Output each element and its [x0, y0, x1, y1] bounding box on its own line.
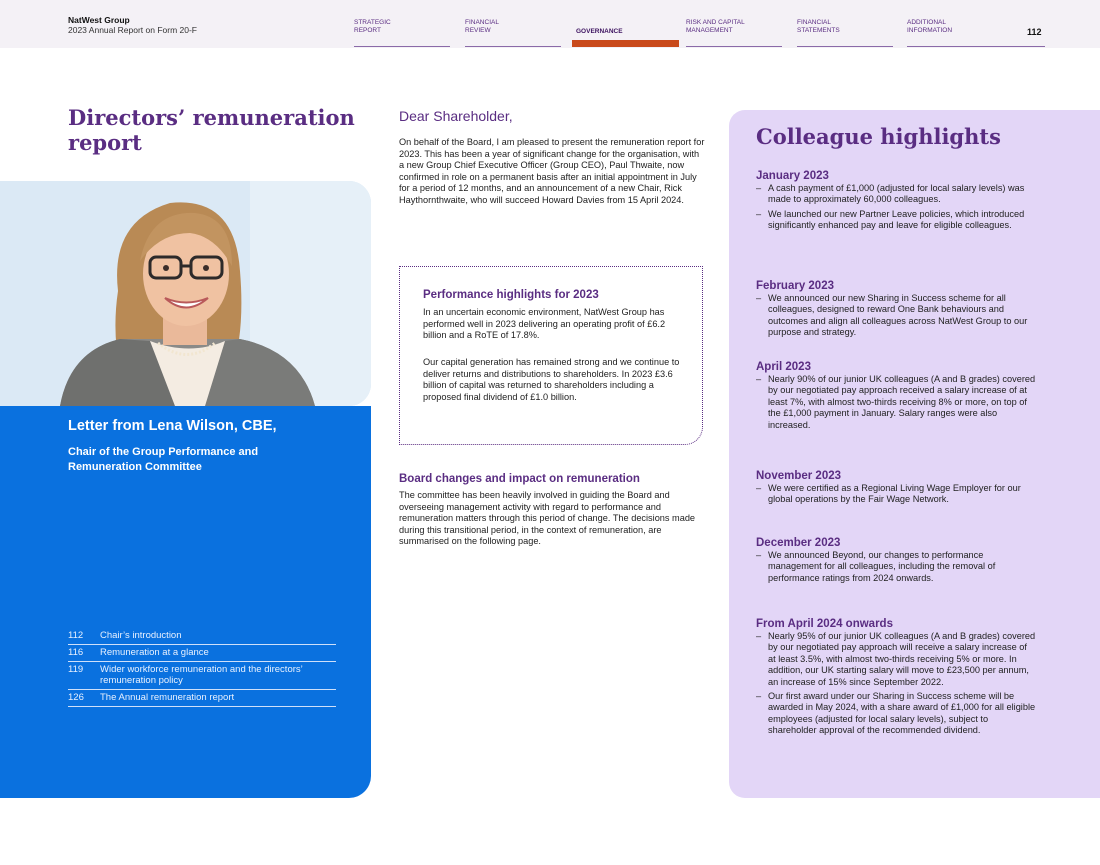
toc-label: Wider workforce remuneration and the directors’ remuneration policy: [100, 664, 303, 686]
nav-label-line1: STRATEGIC: [354, 19, 391, 26]
performance-highlights-box: [399, 266, 703, 445]
letter-from: Letter from Lena Wilson, CBE,: [68, 418, 277, 434]
toc-page: 119: [68, 664, 84, 675]
toc-label: The Annual remuneration report: [100, 692, 235, 703]
bullet-item: – We announced our new Sharing in Success scheme for all colleagues, designed to reward One Bank behaviours and outcomes and align all colleagues across NatWest Group to our purpose and strategy.: [756, 293, 1036, 339]
nav-financial-statements[interactable]: [797, 19, 893, 47]
performance-paragraph: In an uncertain economic environment, NatWest Group has performed well in 2023 delivering an operating profit of £6.2 billion and a RoTE of 17.8%.: [423, 307, 666, 341]
chair-role: Chair of the Group Performance and Remuneration Committee: [68, 446, 259, 473]
nav-additional-information[interactable]: [907, 19, 1045, 47]
toc-page: 126: [68, 692, 84, 703]
board-changes-paragraph: The committee has been heavily involved in guiding the Board and overseeing management activity with regard to performance and remuneration matters through this period of change. The decisions made during this transitional period, in the context of remuneration, are summarised on the following page.: [399, 490, 696, 547]
section-heading: April 2023: [756, 361, 811, 373]
nav-label-line1: GOVERNANCE: [576, 28, 623, 35]
page-number: 112: [1027, 27, 1042, 37]
chair-portrait: [0, 181, 371, 406]
company-name: NatWest Group: [68, 15, 130, 25]
section-heading: November 2023: [756, 470, 842, 482]
toc-label: Chair’s introduction: [100, 630, 182, 641]
bullet-item: – Nearly 95% of our junior UK colleagues (A and B grades) covered by our negotiated pay approach will receive a salary increase of at least 3.5%, with almost two-thirds receiving 5% or more. In addition, our UK starting salary will move to £23,500 per annum, an increase of 15% since September 2022.: [756, 631, 1036, 688]
toc-item[interactable]: [68, 662, 336, 690]
nav-label-line1: FINANCIAL: [465, 19, 499, 26]
nav-rule: [907, 46, 1045, 47]
nav-governance[interactable]: [572, 19, 679, 47]
section-heading: January 2023: [756, 170, 829, 182]
nav-strategic-report[interactable]: [354, 19, 450, 47]
toc-item[interactable]: [68, 628, 336, 645]
highlight-section: [756, 280, 1036, 342]
nav-rule: [354, 46, 450, 47]
report-name: 2023 Annual Report on Form 20-F: [68, 25, 197, 35]
board-changes-heading: Board changes and impact on remuneration: [399, 473, 640, 485]
highlight-section: [756, 537, 1036, 587]
toc-page: 112: [68, 630, 84, 641]
toc-item[interactable]: [68, 690, 336, 707]
bullet-item: – We were certified as a Regional Living Wage Employer for our global operations by the Fair Wage Network.: [756, 483, 1036, 506]
toc-label: Remuneration at a glance: [100, 647, 209, 658]
nav-rule: [686, 46, 782, 47]
portrait-illustration: [0, 181, 371, 406]
highlight-section: [756, 361, 1036, 434]
nav-risk-capital[interactable]: [686, 19, 782, 47]
nav-label-line2: INFORMATION: [907, 27, 953, 34]
section-heading: From April 2024 onwards: [756, 618, 893, 630]
bullet-item: – We announced Beyond, our changes to performance management for all colleagues, including the removal of performance ratings from 2024 onwards.: [756, 550, 1036, 584]
nav-rule: [797, 46, 893, 47]
greeting: Dear Shareholder,: [399, 108, 513, 124]
nav-label-line2: MANAGEMENT: [686, 27, 733, 34]
bullet-item: – Our first award under our Sharing in Success scheme will be awarded in May 2024, with a share award of £1,000 for all eligible employees (adjusted for local salary levels), subject to shareholder approval of the recommended dividend.: [756, 691, 1036, 737]
section-contents: [68, 628, 336, 707]
toc-item[interactable]: [68, 645, 336, 662]
page-title: Directors’ remuneration report: [68, 105, 355, 155]
nav-label-line1: RISK AND CAPITAL: [686, 19, 745, 26]
colleague-highlights-title: Colleague highlights: [756, 124, 1001, 149]
brand-block: [68, 15, 197, 35]
highlight-section: [756, 618, 1036, 740]
performance-paragraph: Our capital generation has remained strong and we continue to deliver returns and distributions to shareholders. In 2023 £3.6 billion of capital was returned to shareholders including a proposed final dividend of £1.0 billion.: [423, 357, 680, 402]
section-heading: February 2023: [756, 280, 834, 292]
nav-label-line2: REPORT: [354, 27, 381, 34]
nav-label-line2: STATEMENTS: [797, 27, 840, 34]
nav-rule: [465, 46, 561, 47]
colleague-highlights-panel: [729, 110, 1100, 798]
page-header: [0, 0, 1100, 48]
section-heading: December 2023: [756, 537, 841, 549]
nav-label-line2: REVIEW: [465, 27, 491, 34]
nav-label-line1: FINANCIAL: [797, 19, 831, 26]
bullet-item: – A cash payment of £1,000 (adjusted for local salary levels) was made to approximately 60,000 colleagues.: [756, 183, 1036, 206]
performance-heading: Performance highlights for 2023: [423, 289, 599, 301]
nav-active-indicator: [572, 40, 679, 47]
nav-financial-review[interactable]: [465, 19, 561, 47]
bullet-item: – Nearly 90% of our junior UK colleagues (A and B grades) covered by our negotiated pay approach received a salary increase of at least 7%, with almost two-thirds receiving 8% or more, on top of the £1,000 payment in January. Salary ranges were also increased.: [756, 374, 1036, 431]
intro-paragraph: On behalf of the Board, I am pleased to present the remuneration report for 2023. This has been a year of significant change for the organisation, with a new Group Chief Executive Officer (Group CEO), Paul Thwaite, now confirmed in role on a permanent basis after an initial appointment in July for a period of 12 months, and an announcement of a new Chair, Rick Haythornthwaite, who will succeed Howard Davies from 15 April 2024.: [399, 137, 705, 205]
bullet-item: – We launched our new Partner Leave policies, which introduced significantly enhanced pay and leave for eligible colleagues.: [756, 209, 1036, 232]
highlight-section: [756, 170, 1036, 235]
nav-label-line1: ADDITIONAL: [907, 19, 947, 26]
chair-letter-panel: [0, 406, 371, 798]
highlight-section: [756, 470, 1036, 509]
toc-page: 116: [68, 647, 84, 658]
